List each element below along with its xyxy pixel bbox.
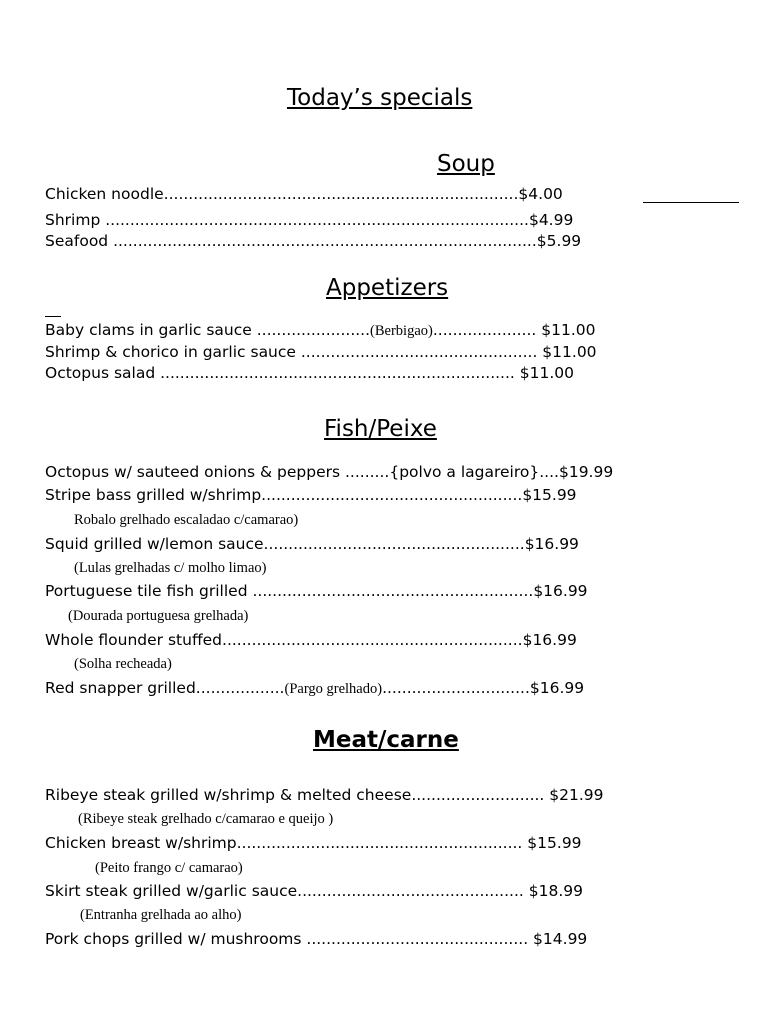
- item-name: Baby clams in garlic sauce: [45, 321, 257, 339]
- appetizers-heading: Appetizers: [326, 275, 449, 301]
- leader-dots: ....: [539, 463, 559, 481]
- item-name: Shrimp: [45, 211, 106, 229]
- menu-item: [45, 184, 563, 204]
- item-price: $16.99: [522, 631, 577, 649]
- item-name: Octopus w/ sauteed onions & peppers: [45, 463, 345, 481]
- item-name: Octopus salad: [45, 364, 161, 382]
- meat-heading: Meat/carne: [313, 727, 459, 753]
- leader-dots: .....................: [432, 321, 537, 339]
- item-name: Red snapper grilled: [45, 679, 196, 697]
- item-price: $5.99: [536, 232, 582, 250]
- menu-item: [45, 342, 597, 362]
- item-name: Squid grilled w/lemon sauce: [45, 535, 264, 553]
- item-note: (Berbigao): [370, 323, 433, 339]
- soup-heading: Soup: [437, 151, 495, 177]
- leader-dots: ...........................: [411, 786, 545, 804]
- leader-dots: ........................................................................: [160, 364, 515, 382]
- item-price: $4.99: [528, 211, 574, 229]
- leader-dots: .....................................................: [263, 535, 525, 553]
- item-translation: (Dourada portuguesa grelhada): [68, 608, 249, 624]
- item-name: Seafood: [45, 232, 114, 250]
- leader-dots: .......................: [256, 321, 371, 339]
- short-rule: [45, 316, 61, 317]
- leader-dots: ..................: [195, 679, 285, 697]
- item-translation: (Solha recheada): [74, 656, 172, 672]
- item-translation: (Lulas grelhadas c/ molho limao): [74, 560, 267, 576]
- item-name: Pork chops grilled w/ mushrooms: [45, 930, 307, 948]
- menu-item: [45, 881, 583, 901]
- underline-rule: [643, 202, 739, 203]
- leader-dots: .............................................................: [222, 631, 523, 649]
- leader-dots: .........: [345, 463, 390, 481]
- menu-item: [45, 320, 596, 341]
- menu-item: [45, 485, 577, 505]
- item-price: $21.99: [544, 786, 604, 804]
- item-name: Chicken noodle: [45, 185, 164, 203]
- item-price: $4.00: [518, 185, 563, 203]
- item-name: Whole flounder stuffed: [45, 631, 223, 649]
- menu-item: [45, 210, 573, 230]
- item-price: $15.99: [522, 834, 582, 852]
- item-price: $16.99: [524, 535, 579, 553]
- item-note: (Pargo grelhado): [284, 681, 383, 697]
- menu-item: [45, 581, 588, 601]
- menu-item: [45, 678, 584, 699]
- item-translation: (Peito frango c/ camarao): [95, 860, 243, 876]
- item-name: Portuguese tile fish grilled: [45, 582, 253, 600]
- item-price: $18.99: [523, 882, 583, 900]
- menu-item: [45, 462, 613, 482]
- item-price: $11.00: [536, 321, 596, 339]
- page-title: Today’s specials: [287, 85, 473, 111]
- leader-dots: ..............................................: [297, 882, 524, 900]
- leader-dots: ..........................................................: [236, 834, 523, 852]
- menu-item: [45, 630, 577, 650]
- item-price: $15.99: [522, 486, 577, 504]
- leader-dots: .........................................................: [252, 582, 534, 600]
- leader-dots: ......................................................................................: [113, 232, 537, 250]
- item-translation: Robalo grelhado escaladao c/camarao): [74, 512, 299, 528]
- leader-dots: .....................................................: [261, 486, 523, 504]
- menu-item: [45, 785, 604, 805]
- menu-item: [45, 363, 574, 383]
- leader-dots: ..............................: [382, 679, 530, 697]
- leader-dots: ......................................................................................: [105, 211, 529, 229]
- leader-dots: ........................................................................: [163, 185, 519, 203]
- item-name: Ribeye steak grilled w/shrimp & melted cheese: [45, 786, 412, 804]
- menu-item: [45, 929, 587, 949]
- item-price: $16.99: [533, 582, 588, 600]
- fish-heading: Fish/Peixe: [324, 416, 437, 442]
- item-price: $16.99: [529, 679, 585, 697]
- item-price: $14.99: [528, 930, 588, 948]
- item-translation: (Entranha grelhada ao alho): [80, 907, 242, 923]
- item-translation: (Ribeye steak grelhado c/camarao e queijo ): [78, 811, 334, 827]
- item-name: Shrimp & chorico in garlic sauce: [45, 343, 301, 361]
- item-name: Chicken breast w/shrimp: [45, 834, 237, 852]
- item-price: $11.00: [537, 343, 597, 361]
- item-name: Stripe bass grilled w/shrimp: [45, 486, 262, 504]
- leader-dots: .............................................: [306, 930, 529, 948]
- item-note: {polvo a lagareiro}: [389, 463, 540, 481]
- item-price: $11.00: [514, 364, 575, 382]
- menu-item: [45, 534, 579, 554]
- leader-dots: ................................................: [300, 343, 538, 361]
- menu-item: [45, 833, 582, 853]
- menu-item: [45, 231, 581, 251]
- item-name: Skirt steak grilled w/garlic sauce: [45, 882, 298, 900]
- item-price: $19.99: [558, 463, 614, 481]
